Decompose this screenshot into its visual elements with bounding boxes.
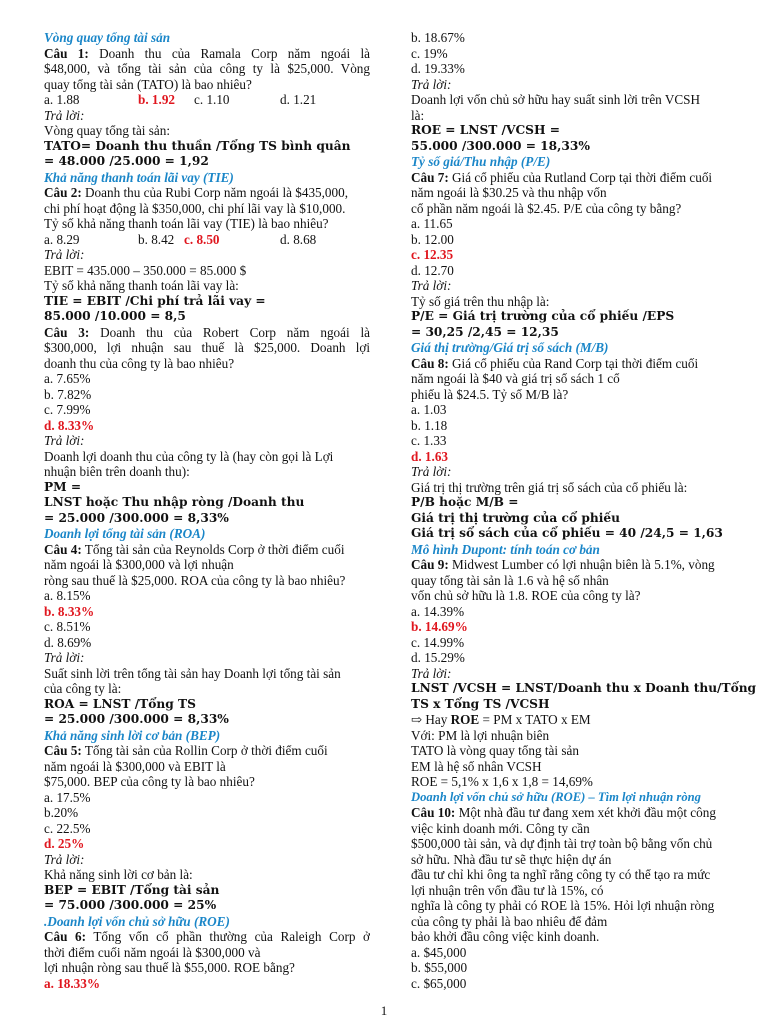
answer-label: Trả lời:	[44, 851, 85, 867]
option-a: a. 11.65	[411, 216, 453, 231]
explanation: EBIT = 435.000 – 350.000 = 85.000 $	[44, 262, 247, 278]
question-text: Câu 9: Midwest Lumber có lợi nhuận biên là 5.1%, vòng	[411, 557, 715, 572]
question-label: Câu 6:	[44, 929, 87, 944]
option-c: c. 1.33	[411, 433, 447, 448]
option-c: c. 22.5%	[44, 820, 91, 836]
option-a: a. 14.39%	[411, 603, 465, 619]
option-a: a. 1.03	[411, 402, 447, 417]
option-d-correct: d. 25%	[44, 836, 85, 851]
option-b: b. $55,000	[411, 960, 468, 975]
question-text: năm ngoái là $30.25 và thu nhập vốn	[411, 185, 607, 200]
option-b: b. 7.82%	[44, 386, 92, 402]
question-text: Câu 4: Tổng tài sản của Reynolds Corp ở thời điểm cuối	[44, 541, 345, 557]
option-a: a. $45,000	[411, 944, 467, 960]
section-heading: Tỷ số giá/Thu nhập (P/E)	[411, 154, 551, 169]
option-c: c. 14.99%	[411, 634, 465, 650]
formula: = 25.000 /300.000 = 8,33%	[44, 712, 229, 726]
formula: LNST hoặc Thu nhập ròng /Doanh thu	[44, 495, 305, 509]
option-a-correct: a. 18.33%	[44, 975, 101, 991]
option-d: d. 8.69%	[44, 634, 92, 650]
explanation: EM là hệ số nhân VCSH	[411, 758, 542, 774]
answer-label: Trả lời:	[411, 464, 452, 479]
question-text: vốn chủ sở hữu là 1.8. ROE của công ty là?	[411, 588, 641, 603]
question-text: bảo khởi đầu công việc kinh doanh.	[411, 929, 600, 944]
option-b-correct: b. 14.69%	[411, 619, 468, 634]
question-text: $300,000, lợi nhuận sau thuế là $25,000. Doanh lợi	[44, 340, 370, 355]
question-text: việc kinh doanh mới. Công ty cần	[411, 820, 590, 836]
question-text: năm ngoái là $300,000 và lợi nhuận	[44, 557, 234, 572]
option-d: d. 1.21	[280, 92, 317, 107]
section-heading: Khả năng sinh lời cơ bản (BEP)	[44, 727, 221, 743]
question-label: Câu 1:	[44, 45, 89, 61]
question-text: $48,000, và tổng tài sản của công ty là $25,000. Vòng	[44, 61, 370, 76]
option-a: a. 17.5%	[44, 789, 91, 805]
explanation: Tỷ số khả năng thanh toán lãi vay là:	[44, 278, 239, 293]
formula: 85.000 /10.000 = 8,5	[44, 309, 186, 323]
explanation: Doanh lợi doanh thu của công ty là (hay còn gọi là Lợi	[44, 448, 334, 464]
explanation: Doanh lợi vốn chủ sở hữu hay suất sinh lời trên VCSH	[411, 92, 700, 107]
question-text: Câu 2: Doanh thu của Rubi Corp năm ngoái là $435,000,	[44, 185, 349, 200]
question-label: Câu 5:	[44, 743, 82, 758]
option-c: c. 1.10	[194, 92, 230, 107]
option-a: a. 7.65%	[44, 371, 91, 386]
question-text: Câu 6: Tổng vốn cổ phần thường của Raleigh Corp ở	[44, 929, 370, 944]
formula: ROA = LNST /Tổng TS	[44, 696, 196, 711]
answer-label: Trả lời:	[44, 247, 85, 262]
page-number: 1	[380, 1003, 388, 1018]
question-label: Câu 3:	[44, 324, 90, 340]
section-heading: .Doanh lợi vốn chủ sở hữu (ROE)	[44, 913, 230, 929]
answer-options	[44, 232, 370, 248]
question-label: Câu 2:	[44, 185, 82, 200]
formula: ROE = LNST /VCSH =	[411, 123, 560, 137]
explanation: TATO là vòng quay tổng tài sản	[411, 743, 579, 758]
left-column	[44, 30, 370, 991]
explanation: ROE = 5,1% x 1,6 x 1,8 = 14,69%	[411, 774, 593, 789]
answer-label: Trả lời:	[44, 650, 85, 665]
question-label: Câu 9:	[411, 557, 449, 572]
explanation: nhuận biên trên doanh thu):	[44, 464, 190, 479]
question-text: năm ngoái là $40 và giá trị sổ sách 1 cổ	[411, 371, 620, 386]
option-d: d. 19.33%	[411, 61, 465, 76]
option-d: d. 15.29%	[411, 650, 465, 665]
explanation: Tỷ số giá trên thu nhập là:	[411, 293, 550, 309]
option-b: b. 1.18	[411, 417, 448, 433]
question-text: chi phí hoạt động là $350,000, chi phí lãi vay là $10,000.	[44, 200, 346, 216]
question-text: Câu 7: Giá cổ phiếu của Rutland Corp tại thời điểm cuối	[411, 169, 713, 185]
formula: P/E = Giá trị trường của cổ phiếu /EPS	[411, 309, 675, 323]
answer-label: Trả lời:	[411, 665, 452, 681]
question-label: Câu 7:	[411, 169, 449, 185]
section-heading: Doanh lợi tổng tài sản (ROA)	[44, 526, 206, 541]
explanation: Với: PM là lợi nhuận biên	[411, 727, 550, 743]
formula: Giá trị sổ sách của cổ phiếu = 40 /24,5 = 1,63	[411, 526, 723, 540]
right-column	[411, 30, 759, 991]
option-b: b. 18.67%	[411, 30, 465, 45]
question-text: thời điểm cuối năm ngoái là $300,000 và	[44, 944, 261, 960]
question-text: $500,000 tài sản, và dự định tài trợ toàn bộ bằng vốn chủ	[411, 836, 713, 851]
question-text: $75,000. BEP của công ty là bao nhiêu?	[44, 774, 255, 789]
option-a: a. 8.15%	[44, 588, 91, 603]
question-text: phiếu là $24.5. Tỷ số M/B là?	[411, 386, 569, 402]
question-text: Câu 5: Tổng tài sản của Rollin Corp ở thời điểm cuối	[44, 743, 328, 758]
explanation: Giá trị thị trường trên giá trị sổ sách của cổ phiếu là:	[411, 479, 688, 495]
question-text: đầu tư chỉ khi ông ta nghĩ rằng công ty có thể tạo ra mức	[411, 867, 711, 882]
option-a: a. 8.29	[44, 231, 80, 247]
answer-label: Trả lời:	[411, 76, 452, 92]
section-heading: Vòng quay tổng tài sản	[44, 30, 171, 45]
formula: TS x Tổng TS /VCSH	[411, 696, 550, 711]
question-text: quay tổng tài sản là 1.6 và hệ số nhân	[411, 572, 609, 588]
section-heading: Doanh lợi vốn chủ sở hữu (ROE) – Tìm lợi nhuận ròng	[411, 789, 701, 804]
question-text: Câu 10: Một nhà đầu tư đang xem xét khởi đầu một công	[411, 805, 716, 820]
explanation: của công ty là:	[44, 681, 122, 696]
question-text: Tỷ số khả năng thanh toán lãi vay (TIE) là bao nhiêu?	[44, 216, 329, 231]
explanation: Vòng quay tổng tài sản:	[44, 123, 170, 138]
option-b-correct: b. 8.33%	[44, 603, 95, 619]
section-heading: Khả năng thanh toán lãi vay (TIE)	[44, 169, 234, 185]
section-heading: Mô hình Dupont: tính toán cơ bản	[411, 541, 600, 557]
formula: = 25.000 /300.000 = 8,33%	[44, 510, 229, 525]
question-text: cổ phần năm ngoái là $2.45. P/E của công ty bằng?	[411, 200, 682, 216]
formula: LNST /VCSH = LNST/Doanh thu x Doanh thu/Tổng	[411, 681, 757, 695]
question-text: Câu 3: Doanh thu của Robert Corp năm ngoái là	[44, 324, 370, 340]
answer-label: Trả lời:	[44, 433, 85, 448]
question-text: lợi nhuận ròng sau thuế là $55,000. ROE bằng?	[44, 960, 295, 975]
option-d: d. 12.70	[411, 262, 454, 278]
option-c-correct: c. 8.50	[184, 231, 220, 247]
question-label: Câu 10:	[411, 805, 456, 820]
question-text: lợi nhuận trên vốn đầu tư là 15%, có	[411, 882, 604, 898]
question-text: năm ngoái là $300,000 và EBIT là	[44, 758, 226, 774]
option-d: d. 8.68	[280, 231, 317, 247]
option-c: c. 19%	[411, 45, 448, 61]
formula: Giá trị thị trường của cổ phiếu	[411, 510, 620, 525]
option-c-correct: c. 12.35	[411, 247, 454, 262]
question-text: Câu 8: Giá cổ phiếu của Rand Corp tại thời điểm cuối	[411, 355, 699, 371]
formula: BEP = EBIT /Tổng tài sản	[44, 882, 220, 897]
explanation: Suất sinh lời trên tổng tài sản hay Doanh lợi tổng tài sản	[44, 665, 341, 681]
option-d-correct: d. 1.63	[411, 448, 449, 464]
answer-label: Trả lời:	[411, 278, 452, 293]
question-label: Câu 8:	[411, 355, 449, 371]
question-text: Câu 1: Doanh thu của Ramala Corp năm ngoái là	[44, 45, 370, 61]
explanation: Khả năng sinh lời cơ bản là:	[44, 867, 193, 882]
formula: = 30,25 /2,45 = 12,35	[411, 324, 559, 339]
formula-summary: ⇨ Hay ROE = PM x TATO x EM	[411, 712, 591, 727]
option-a: a. 1.88	[44, 92, 80, 107]
question-label: Câu 4:	[44, 541, 82, 557]
option-b: b. 12.00	[411, 231, 454, 247]
question-text: nghĩa là công ty phải có ROE là 15%. Hỏi lợi nhuận ròng	[411, 898, 715, 913]
question-text: sở hữu. Nhà đầu tư sẽ thực hiện dự án	[411, 851, 612, 867]
option-b: b.20%	[44, 805, 79, 820]
formula: 55.000 /300.000 = 18,33%	[411, 138, 590, 153]
option-b: b. 8.42	[138, 231, 175, 247]
option-d-correct: d. 8.33%	[44, 417, 95, 433]
arrow-right-icon: ⇨	[411, 712, 423, 727]
question-text: của công ty phải là bao nhiêu để đảm	[411, 913, 608, 929]
question-text: ròng sau thuế là $25,000. ROA của công ty là bao nhiêu?	[44, 572, 346, 588]
formula: PM =	[44, 479, 82, 494]
formula: TIE = EBIT /Chi phí trả lãi vay =	[44, 293, 266, 308]
option-c: c. 7.99%	[44, 402, 91, 417]
question-text: doanh thu của công ty là bao nhiêu?	[44, 355, 235, 371]
option-c: c. 8.51%	[44, 619, 91, 634]
option-b-correct: b. 1.92	[138, 92, 176, 107]
option-c: c. $65,000	[411, 975, 467, 991]
formula: = 48.000 /25.000 = 1,92	[44, 154, 209, 168]
formula: P/B hoặc M/B =	[411, 495, 519, 509]
answer-options	[44, 92, 370, 108]
question-text: quay tổng tài sản (TATO) là bao nhiêu?	[44, 76, 252, 92]
section-heading: Giá thị trường/Giá trị sổ sách (M/B)	[411, 340, 609, 355]
explanation: là:	[411, 107, 425, 123]
formula: = 75.000 /300.000 = 25%	[44, 898, 217, 912]
formula: TATO= Doanh thu thuần /Tổng TS bình quân	[44, 138, 351, 153]
answer-label: Trả lời:	[44, 107, 85, 123]
